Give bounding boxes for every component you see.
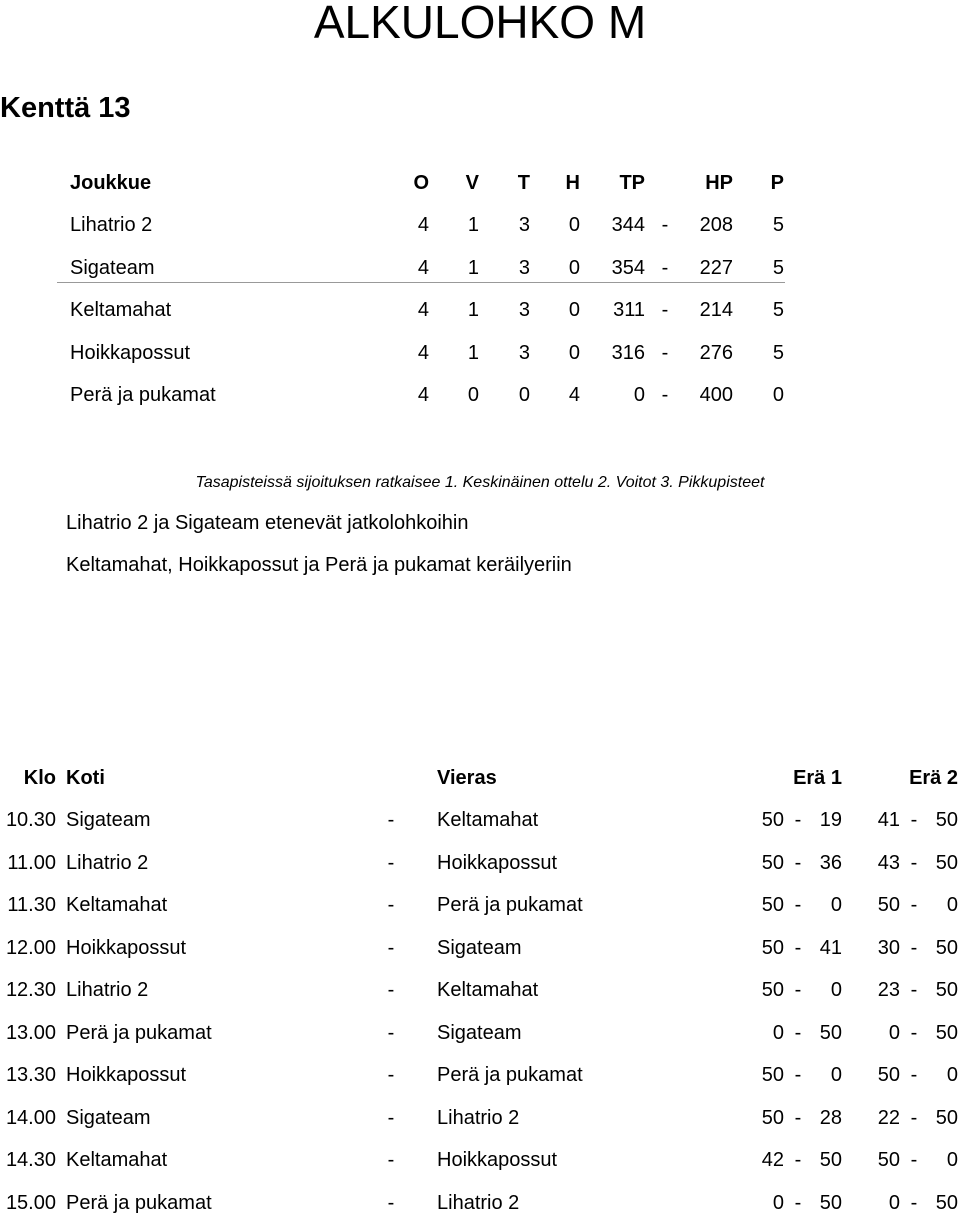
- home-team-cell: Sigateam: [66, 809, 151, 831]
- o-cell: 4: [417, 341, 429, 364]
- versus-dash: -: [387, 1149, 395, 1171]
- versus-dash: -: [387, 894, 395, 916]
- set1-away-score: 0: [830, 894, 842, 916]
- t-cell: 3: [518, 214, 530, 236]
- set2-away-score: 50: [935, 851, 958, 874]
- set1-away-score: 41: [819, 936, 842, 959]
- game-row: [0, 845, 960, 881]
- h-cell: 0: [568, 256, 580, 279]
- set2-home-score: 50: [877, 894, 900, 916]
- time-cell: 15.00: [5, 1191, 56, 1214]
- set1-home-score: 0: [772, 1191, 784, 1214]
- game-row: [0, 1015, 960, 1051]
- versus-dash: -: [387, 1191, 395, 1214]
- header-p: P: [770, 172, 784, 194]
- standings-row: [0, 250, 960, 286]
- hp-cell: 214: [699, 299, 733, 321]
- away-team-cell: Perä ja pukamat: [437, 894, 583, 916]
- header-o: O: [413, 172, 429, 194]
- time-cell: 14.00: [5, 1106, 56, 1129]
- t-cell: 3: [518, 341, 530, 364]
- time-cell: 13.30: [5, 1064, 56, 1086]
- advance-text: Lihatrio 2 ja Sigateam etenevät jatkolohkoihin: [66, 512, 469, 534]
- standings-row: [0, 207, 960, 243]
- away-team-cell: Sigateam: [437, 936, 522, 959]
- set2-dash: -: [910, 894, 918, 916]
- standings-row: [0, 377, 960, 413]
- away-team-cell: Sigateam: [437, 1021, 522, 1044]
- set2-away-score: 50: [935, 979, 958, 1001]
- time-cell: 14.30: [5, 1149, 56, 1171]
- set2-home-score: 0: [888, 1191, 900, 1214]
- tiebreak-note: Tasapisteissä sijoituksen ratkaisee 1. Keskinäinen ottelu 2. Voitot 3. Pikkupisteet: [195, 474, 765, 491]
- team-cell: Sigateam: [70, 256, 155, 279]
- versus-dash: -: [387, 851, 395, 874]
- home-team-cell: Lihatrio 2: [66, 851, 149, 874]
- tp-cell: 0: [633, 384, 645, 406]
- team-cell: Lihatrio 2: [70, 214, 153, 236]
- hp-cell: 227: [699, 256, 733, 279]
- set1-away-score: 0: [830, 1064, 842, 1086]
- header-koti: Koti: [66, 767, 105, 789]
- set2-dash: -: [910, 851, 918, 874]
- o-cell: 4: [417, 384, 429, 406]
- home-team-cell: Keltamahat: [66, 894, 168, 916]
- home-team-cell: Sigateam: [66, 1106, 151, 1129]
- hp-cell: 400: [699, 384, 733, 406]
- header-t: T: [517, 172, 530, 194]
- time-cell: 11.30: [7, 894, 56, 916]
- home-team-cell: Perä ja pukamat: [66, 1021, 212, 1044]
- v-cell: 0: [467, 384, 479, 406]
- set1-home-score: 42: [761, 1149, 784, 1171]
- hp-cell: 276: [699, 341, 733, 364]
- home-team-cell: Hoikkapossut: [66, 1064, 187, 1086]
- game-row: [0, 930, 960, 966]
- set1-dash: -: [794, 809, 802, 831]
- tp-cell: 311: [613, 299, 645, 321]
- score-dash: -: [661, 214, 669, 236]
- set2-home-score: 23: [877, 979, 900, 1001]
- set1-away-score: 50: [819, 1021, 842, 1044]
- game-row: [0, 1100, 960, 1136]
- set2-away-score: 50: [935, 1191, 958, 1214]
- set2-home-score: 50: [877, 1149, 900, 1171]
- versus-dash: -: [387, 1064, 395, 1086]
- h-cell: 4: [568, 384, 580, 406]
- header-era1: Erä 1: [793, 767, 842, 789]
- set2-dash: -: [910, 809, 918, 831]
- set2-away-score: 50: [935, 809, 958, 831]
- away-team-cell: Hoikkapossut: [437, 1149, 558, 1171]
- versus-dash: -: [387, 1106, 395, 1129]
- team-cell: Keltamahat: [70, 299, 172, 321]
- home-team-cell: Keltamahat: [66, 1149, 168, 1171]
- versus-dash: -: [387, 936, 395, 959]
- t-cell: 3: [518, 256, 530, 279]
- set2-away-score: 50: [935, 1106, 958, 1129]
- o-cell: 4: [417, 214, 429, 236]
- set2-away-score: 0: [946, 894, 958, 916]
- p-cell: 5: [772, 341, 784, 364]
- set1-dash: -: [794, 1106, 802, 1129]
- v-cell: 1: [467, 256, 479, 279]
- header-team: Joukkue: [70, 172, 152, 194]
- tp-cell: 316: [611, 341, 645, 364]
- tp-cell: 354: [611, 256, 645, 279]
- set1-home-score: 0: [772, 1021, 784, 1044]
- home-team-cell: Hoikkapossut: [66, 936, 187, 959]
- versus-dash: -: [387, 809, 395, 831]
- set2-dash: -: [910, 1021, 918, 1044]
- header-klo: Klo: [23, 767, 56, 789]
- standings-row: [0, 292, 960, 328]
- set2-home-score: 22: [877, 1106, 900, 1129]
- set1-away-score: 50: [819, 1149, 842, 1171]
- set1-dash: -: [794, 936, 802, 959]
- standings-row: [0, 335, 960, 371]
- set2-home-score: 41: [877, 809, 900, 831]
- set2-away-score: 50: [935, 936, 958, 959]
- header-hp: HP: [705, 172, 733, 194]
- away-team-cell: Keltamahat: [437, 979, 539, 1001]
- versus-dash: -: [387, 1021, 395, 1044]
- o-cell: 4: [417, 299, 429, 321]
- o-cell: 4: [417, 256, 429, 279]
- set1-home-score: 50: [761, 1106, 784, 1129]
- game-row: [0, 887, 960, 923]
- set1-dash: -: [794, 851, 802, 874]
- score-dash: -: [661, 299, 669, 321]
- away-team-cell: Lihatrio 2: [437, 1191, 520, 1214]
- score-dash: -: [661, 256, 669, 279]
- set1-dash: -: [794, 979, 802, 1001]
- set2-dash: -: [910, 1064, 918, 1086]
- game-row: [0, 1142, 960, 1178]
- time-cell: 13.00: [5, 1021, 56, 1044]
- set2-home-score: 30: [877, 936, 900, 959]
- t-cell: 0: [518, 384, 530, 406]
- header-h: H: [565, 172, 580, 194]
- tp-cell: 344: [611, 214, 645, 236]
- p-cell: 5: [772, 256, 784, 279]
- away-team-cell: Keltamahat: [437, 809, 539, 831]
- standings-divider: [57, 282, 785, 283]
- home-team-cell: Perä ja pukamat: [66, 1191, 212, 1214]
- away-team-cell: Lihatrio 2: [437, 1106, 520, 1129]
- set1-home-score: 50: [761, 936, 784, 959]
- game-row: [0, 1185, 960, 1221]
- v-cell: 1: [467, 341, 479, 364]
- set2-away-score: 0: [946, 1149, 958, 1171]
- set1-away-score: 0: [830, 979, 842, 1001]
- v-cell: 1: [467, 299, 479, 321]
- away-team-cell: Hoikkapossut: [437, 851, 558, 874]
- set1-home-score: 50: [761, 1064, 784, 1086]
- set1-dash: -: [794, 1064, 802, 1086]
- time-cell: 12.30: [5, 979, 56, 1001]
- game-row: [0, 1057, 960, 1093]
- home-team-cell: Lihatrio 2: [66, 979, 149, 1001]
- away-team-cell: Perä ja pukamat: [437, 1064, 583, 1086]
- set1-home-score: 50: [761, 894, 784, 916]
- score-dash: -: [661, 341, 669, 364]
- games-header-row: [0, 760, 960, 796]
- set1-dash: -: [794, 1149, 802, 1171]
- set2-home-score: 50: [877, 1064, 900, 1086]
- score-dash: -: [661, 384, 669, 406]
- game-row: [0, 972, 960, 1008]
- set2-dash: -: [910, 1191, 918, 1214]
- h-cell: 0: [568, 341, 580, 364]
- set2-dash: -: [910, 979, 918, 1001]
- set1-home-score: 50: [761, 809, 784, 831]
- p-cell: 5: [772, 299, 784, 321]
- time-cell: 11.00: [7, 851, 56, 874]
- set2-home-score: 43: [877, 851, 900, 874]
- team-cell: Perä ja pukamat: [70, 384, 216, 406]
- p-cell: 5: [772, 214, 784, 236]
- header-vieras: Vieras: [437, 767, 497, 789]
- t-cell: 3: [518, 299, 530, 321]
- page-title: ALKULOHKO M: [313, 0, 647, 48]
- set1-dash: -: [794, 1191, 802, 1214]
- set2-dash: -: [910, 1106, 918, 1129]
- versus-dash: -: [387, 979, 395, 1001]
- set1-away-score: 36: [819, 851, 842, 874]
- set1-dash: -: [794, 894, 802, 916]
- set2-dash: -: [910, 1149, 918, 1171]
- set2-home-score: 0: [888, 1021, 900, 1044]
- header-tp: TP: [619, 172, 645, 194]
- team-cell: Hoikkapossut: [70, 341, 191, 364]
- standings-header-row: [0, 165, 960, 201]
- set1-away-score: 19: [819, 809, 842, 831]
- header-era2: Erä 2: [909, 767, 958, 789]
- set2-away-score: 50: [935, 1021, 958, 1044]
- h-cell: 0: [568, 299, 580, 321]
- time-cell: 10.30: [5, 809, 56, 831]
- consolation-text: Keltamahat, Hoikkapossut ja Perä ja pukamat keräilyeriin: [66, 554, 572, 576]
- p-cell: 0: [772, 384, 784, 406]
- field-heading: Kenttä 13: [0, 92, 131, 124]
- game-row: [0, 802, 960, 838]
- set1-away-score: 50: [819, 1191, 842, 1214]
- hp-cell: 208: [699, 214, 733, 236]
- time-cell: 12.00: [5, 936, 56, 959]
- h-cell: 0: [568, 214, 580, 236]
- set1-home-score: 50: [761, 851, 784, 874]
- v-cell: 1: [467, 214, 479, 236]
- set2-away-score: 0: [946, 1064, 958, 1086]
- header-v: V: [465, 172, 479, 194]
- set1-dash: -: [794, 1021, 802, 1044]
- set1-away-score: 28: [819, 1106, 842, 1129]
- set2-dash: -: [910, 936, 918, 959]
- set1-home-score: 50: [761, 979, 784, 1001]
